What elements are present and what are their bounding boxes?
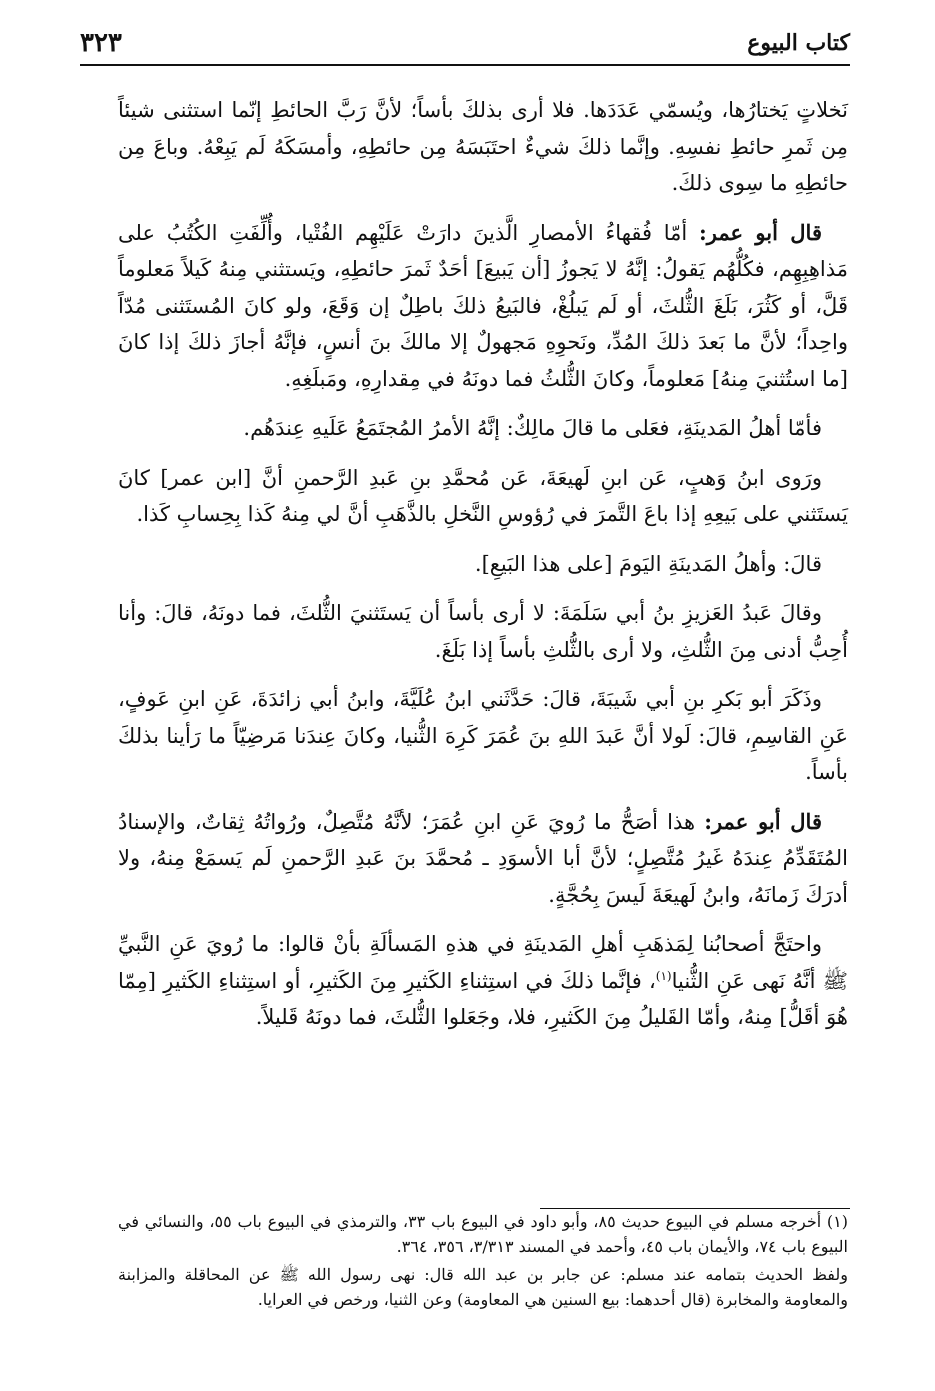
paragraph-text: هذا أصَحُّ ما رُويَ عَنِ ابنِ عُمَرَ؛ لأنَّهُ مُتَّصِلٌ، ورُواتُهُ ثِقاتٌ، والإسنادُ المُتَقَدِّمُ عِندَهُ غَيرُ مُتَّصِلٍ؛ لأنَّ أبا الأسوَدِ ـ مُحمَّدَ بنَ عَبدِ الرَّحمنِ لَم يَسمَعْ مِنهُ، ولا أدرَكَ زَمانَهُ، وابنُ لَهيعَةَ لَيسَ بِحُجَّةٍ.	[118, 809, 848, 907]
paragraph	[118, 460, 848, 533]
paragraph	[118, 410, 848, 447]
paragraph-text: أمّا فُقهاءُ الأمصارِ الَّذينَ دارَتْ عَلَيْهِم الفُتْيا، وأُلِّفَتِ الكُتُبُ على مَذاهِبِهِم، فكُلُّهُم يَقولُ: إنَّهُ لا يَجوزُ [أن يَبيعَ] أحَدٌ ثَمرَ حائطِهِ، ويَستثني مِنهُ كَيلاً مَعلوماً قَلَّ، أو كَثُرَ، بَلَغَ الثُّلثَ، أو لَم يَبلُغْ، فالبَيعُ ذلكَ باطِلٌ إن وَقَعَ، ولو كانَ المُستَثنى مُدّاً واحِداً؛ لأنَّ ما بَعدَ ذلكَ المُدِّ، ونَحوِهِ مَجهولٌ إلا مالكَ بنَ أنسٍ، فإنَّهُ أجازَ ذلكَ إذا كانَ [ما استُثنيَ مِنهُ] مَعلوماً، وكانَ الثُّلثُ فما دونَهُ في مِقدارِهِ، ومَبلَغِهِ.	[118, 220, 848, 391]
running-title: كتاب البيوع	[747, 30, 850, 56]
paragraph-text: قالَ: وأهلُ المَدينَةِ اليَومَ [على هذا البَيعِ].	[474, 551, 822, 576]
footnotes	[118, 1210, 848, 1316]
paragraph	[118, 926, 848, 1036]
paragraph-text: ورَوى ابنُ وَهبٍ، عَن ابنِ لَهيعَةَ، عَن مُحمَّدِ بنِ عَبدِ الرَّحمنِ أنَّ [ابن عمر] كانَ يَستَثني على بَيعِهِ إذا باعَ التَّمرَ في رُؤوسِ النَّخلِ بالذَّهَبِ أنَّ لي مِنهُ كَذا بِحِسابِ كَذا.	[118, 465, 848, 526]
main-text	[118, 92, 848, 1049]
speaker-label: قال أبو عمر:	[699, 219, 822, 245]
footnote-marker: (١)	[655, 968, 672, 983]
paragraph-text-continued: ، فإنَّما ذلكَ في استِثناءِ الكَثيرِ مِنَ الكَثيرِ، أو استِثناءِ الكَثيرِ [مِمّا هُوَ أقَلُّ] مِنهُ، وأمّا القَليلُ مِنَ الكَثيرِ، فلا، وجَعَلوا الثُّلثَ، فما دونَهُ قَليلاً.	[118, 968, 848, 1029]
paragraph	[118, 546, 848, 583]
paragraph	[118, 595, 848, 668]
paragraph	[118, 215, 848, 398]
paragraph	[118, 681, 848, 791]
paragraph-text: نَخلاتٍ يَختارُها، ويُسمّي عَدَدَها. فلا أرى بذلكَ بأساً؛ لأنَّ رَبَّ الحائطِ إنّما استثنى شيئاً مِن ثَمرِ حائطِ نفسِهِ. وإنَّما ذلكَ شيءٌ احتَبَسَهُ مِن حائطِهِ، وأمسَكَهُ لَم يَبِعْهُ. وباعَ مِن حائطِهِ ما سِوى ذلكَ.	[118, 98, 848, 195]
page-number: ٣٢٣	[80, 28, 122, 58]
speaker-label: قال أبو عمر:	[704, 808, 822, 834]
paragraph-text: فأمّا أهلُ المَدينَةِ، فعَلى ما قالَ مالِكٌ: إنَّهُ الأمرُ المُجتَمَعُ عَلَيهِ عِندَهُم.	[243, 416, 822, 440]
paragraph-text: واحتَجَّ أصحابُنا لِمَذهَبِ أهلِ المَدينَةِ في هذهِ المَسألَةِ بأنْ قالوا: ما رُويَ عَنِ النَّبيِّ ﷺ أنَّهُ نَهى عَنِ الثُّنيا	[118, 932, 848, 993]
footnote: (١) أخرجه مسلم في البيوع حديث ٨٥، وأبو داود في البيوع باب ٣٣، والترمذي في البيوع باب ٥٥، والنسائي في البيوع باب ٧٤، والأيمان باب ٤٥، وأحمد في المسند ٣/٣١٣، ٣٥٦، ٣٦٤.	[118, 1212, 849, 1256]
footnote-divider	[540, 1208, 850, 1209]
paragraph-text: وذَكَرَ أبو بَكرِ بنِ أبي شَيبَةَ، قالَ: حَدَّثَني ابنُ عُلَيَّةَ، وابنُ أبي زائدَةَ، عَنِ ابنِ عَوفٍ، عَنِ القاسِمِ، قالَ: لَولا أنَّ عَبدَ اللهِ بنَ عُمَرَ كَرِهَ الثُّنيا، وكانَ عِندَنا مَرضِيّاً ما رَأينا بذلكَ بأساً.	[118, 687, 848, 784]
paragraph	[118, 804, 848, 914]
paragraph-text: وقالَ عَبدُ العَزيزِ بنُ أبي سَلَمَةَ: لا أرى بأساً أن يَستَثنيَ الثُّلثَ، فما دونَهُ، قالَ: وأنا أُحِبُّ أدنى مِنَ الثُّلثِ، ولا أرى بالثُّلثِ بأساً إذا بَلَغَ.	[118, 601, 848, 662]
paragraph	[118, 92, 848, 202]
footnote: ولفظ الحديث بتمامه عند مسلم: عن جابر بن عبد الله قال: نهى رسول الله ﷺ عن المحاقلة والمزابنة والمعاومة والمخابرة (قال أحدهما: بيع السنين هي المعاومة) وعن الثنيا، ورخص في العرايا.	[118, 1265, 848, 1309]
page-header	[80, 28, 850, 66]
